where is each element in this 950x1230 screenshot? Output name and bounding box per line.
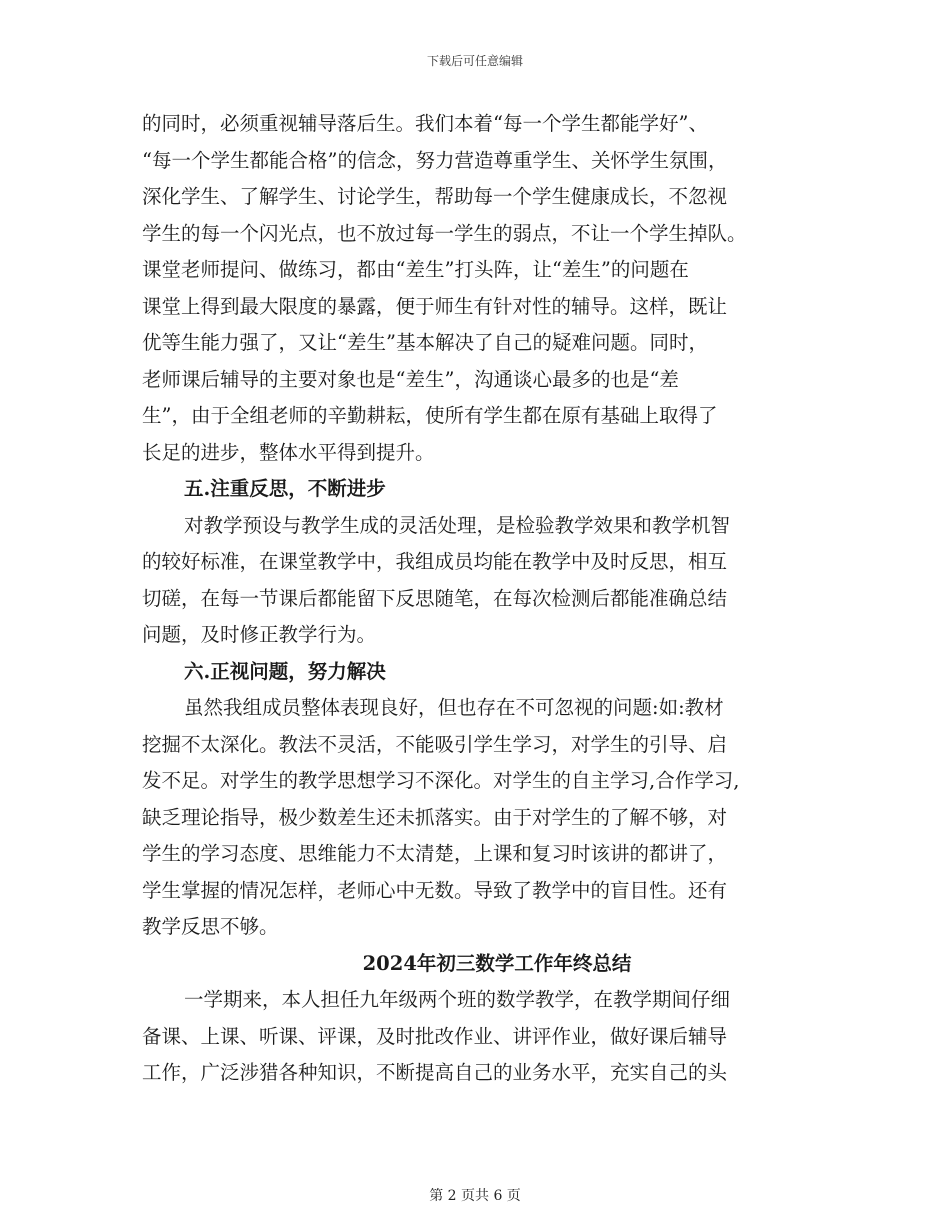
text-line: “每一个学生都能合格”的信念，努力营造尊重学生、关怀学生氛围， [142, 148, 728, 172]
text-line: 缺乏理论指导，极少数差生还未抓落实。由于对学生的了解不够，对 [142, 805, 728, 829]
text-line: 备课、上课、听课、评课，及时批改作业、讲评作业，做好课后辅导 [142, 1024, 728, 1048]
section-heading-five: 五.注重反思，不断进步 [184, 477, 386, 500]
text-line: 一学期来，本人担任九年级两个班的数学教学，在教学期间仔细 [184, 988, 731, 1011]
text-line: 发不足。对学生的教学思想学习不深化。对学生的自主学习,合作学习, [142, 769, 740, 792]
text-line: 学生掌握的情况怎样，老师心中无数。导致了教学中的盲目性。还有 [142, 878, 728, 902]
page-footer: 第 2 页共 6 页 [429, 1188, 521, 1204]
text-line: 虽然我组成员整体表现良好，但也存在不可忽视的问题:如:教材 [184, 696, 724, 719]
page-header: 下载后可任意编辑 [426, 54, 523, 68]
text-line: 深化学生、了解学生、讨论学生，帮助每一个学生健康成长，不忽视 [142, 185, 728, 208]
text-line: 的同时，必须重视辅导落后生。我们本着“每一个学生都能学好”、 [142, 112, 708, 135]
text-line: 长足的进步，整体水平得到提升。 [142, 440, 435, 464]
text-line: 学生的学习态度、思维能力不太清楚，上课和复习时该讲的都讲了， [142, 842, 728, 865]
text-line: 课堂老师提问、做练习，都由“差生”打头阵，让“差生”的问题在 [142, 258, 689, 281]
text-line: 教学反思不够。 [142, 915, 279, 938]
text-line: 的较好标准，在课堂教学中，我组成员均能在教学中及时反思，相互 [142, 550, 728, 573]
section-heading-six: 六.正视问题，努力解决 [184, 659, 386, 683]
text-line: 课堂上得到最大限度的暴露，便于师生有针对性的辅导。这样，既让 [142, 294, 728, 318]
text-line: 问题，及时修正教学行为。 [142, 623, 377, 646]
text-line: 老师课后辅导的主要对象也是“差生”，沟通谈心最多的也是“差 [142, 367, 679, 391]
text-line: 工作，广泛涉猎各种知识，不断提高自己的业务水平，充实自己的头 [142, 1061, 728, 1084]
document-title: 2024年初三数学工作年终总结 [362, 951, 632, 975]
text-line: 学生的每一个闪光点，也不放过每一学生的弱点，不让一个学生掉队。 [142, 221, 747, 245]
text-line: 优等生能力强了，又让“差生”基本解决了自己的疑难问题。同时， [142, 331, 708, 354]
document-body [142, 106, 812, 1092]
text-line: 生”，由于全组老师的辛勤耕耘，使所有学生都在原有基础上取得了 [142, 404, 718, 427]
text-line: 对教学预设与教学生成的灵活处理，是检验教学效果和教学机智 [184, 513, 731, 537]
text-line: 切磋，在每一节课后都能留下反思随笔，在每次检测后都能准确总结 [142, 586, 728, 610]
text-line: 挖掘不太深化。教法不灵活，不能吸引学生学习，对学生的引导、启 [142, 732, 728, 756]
